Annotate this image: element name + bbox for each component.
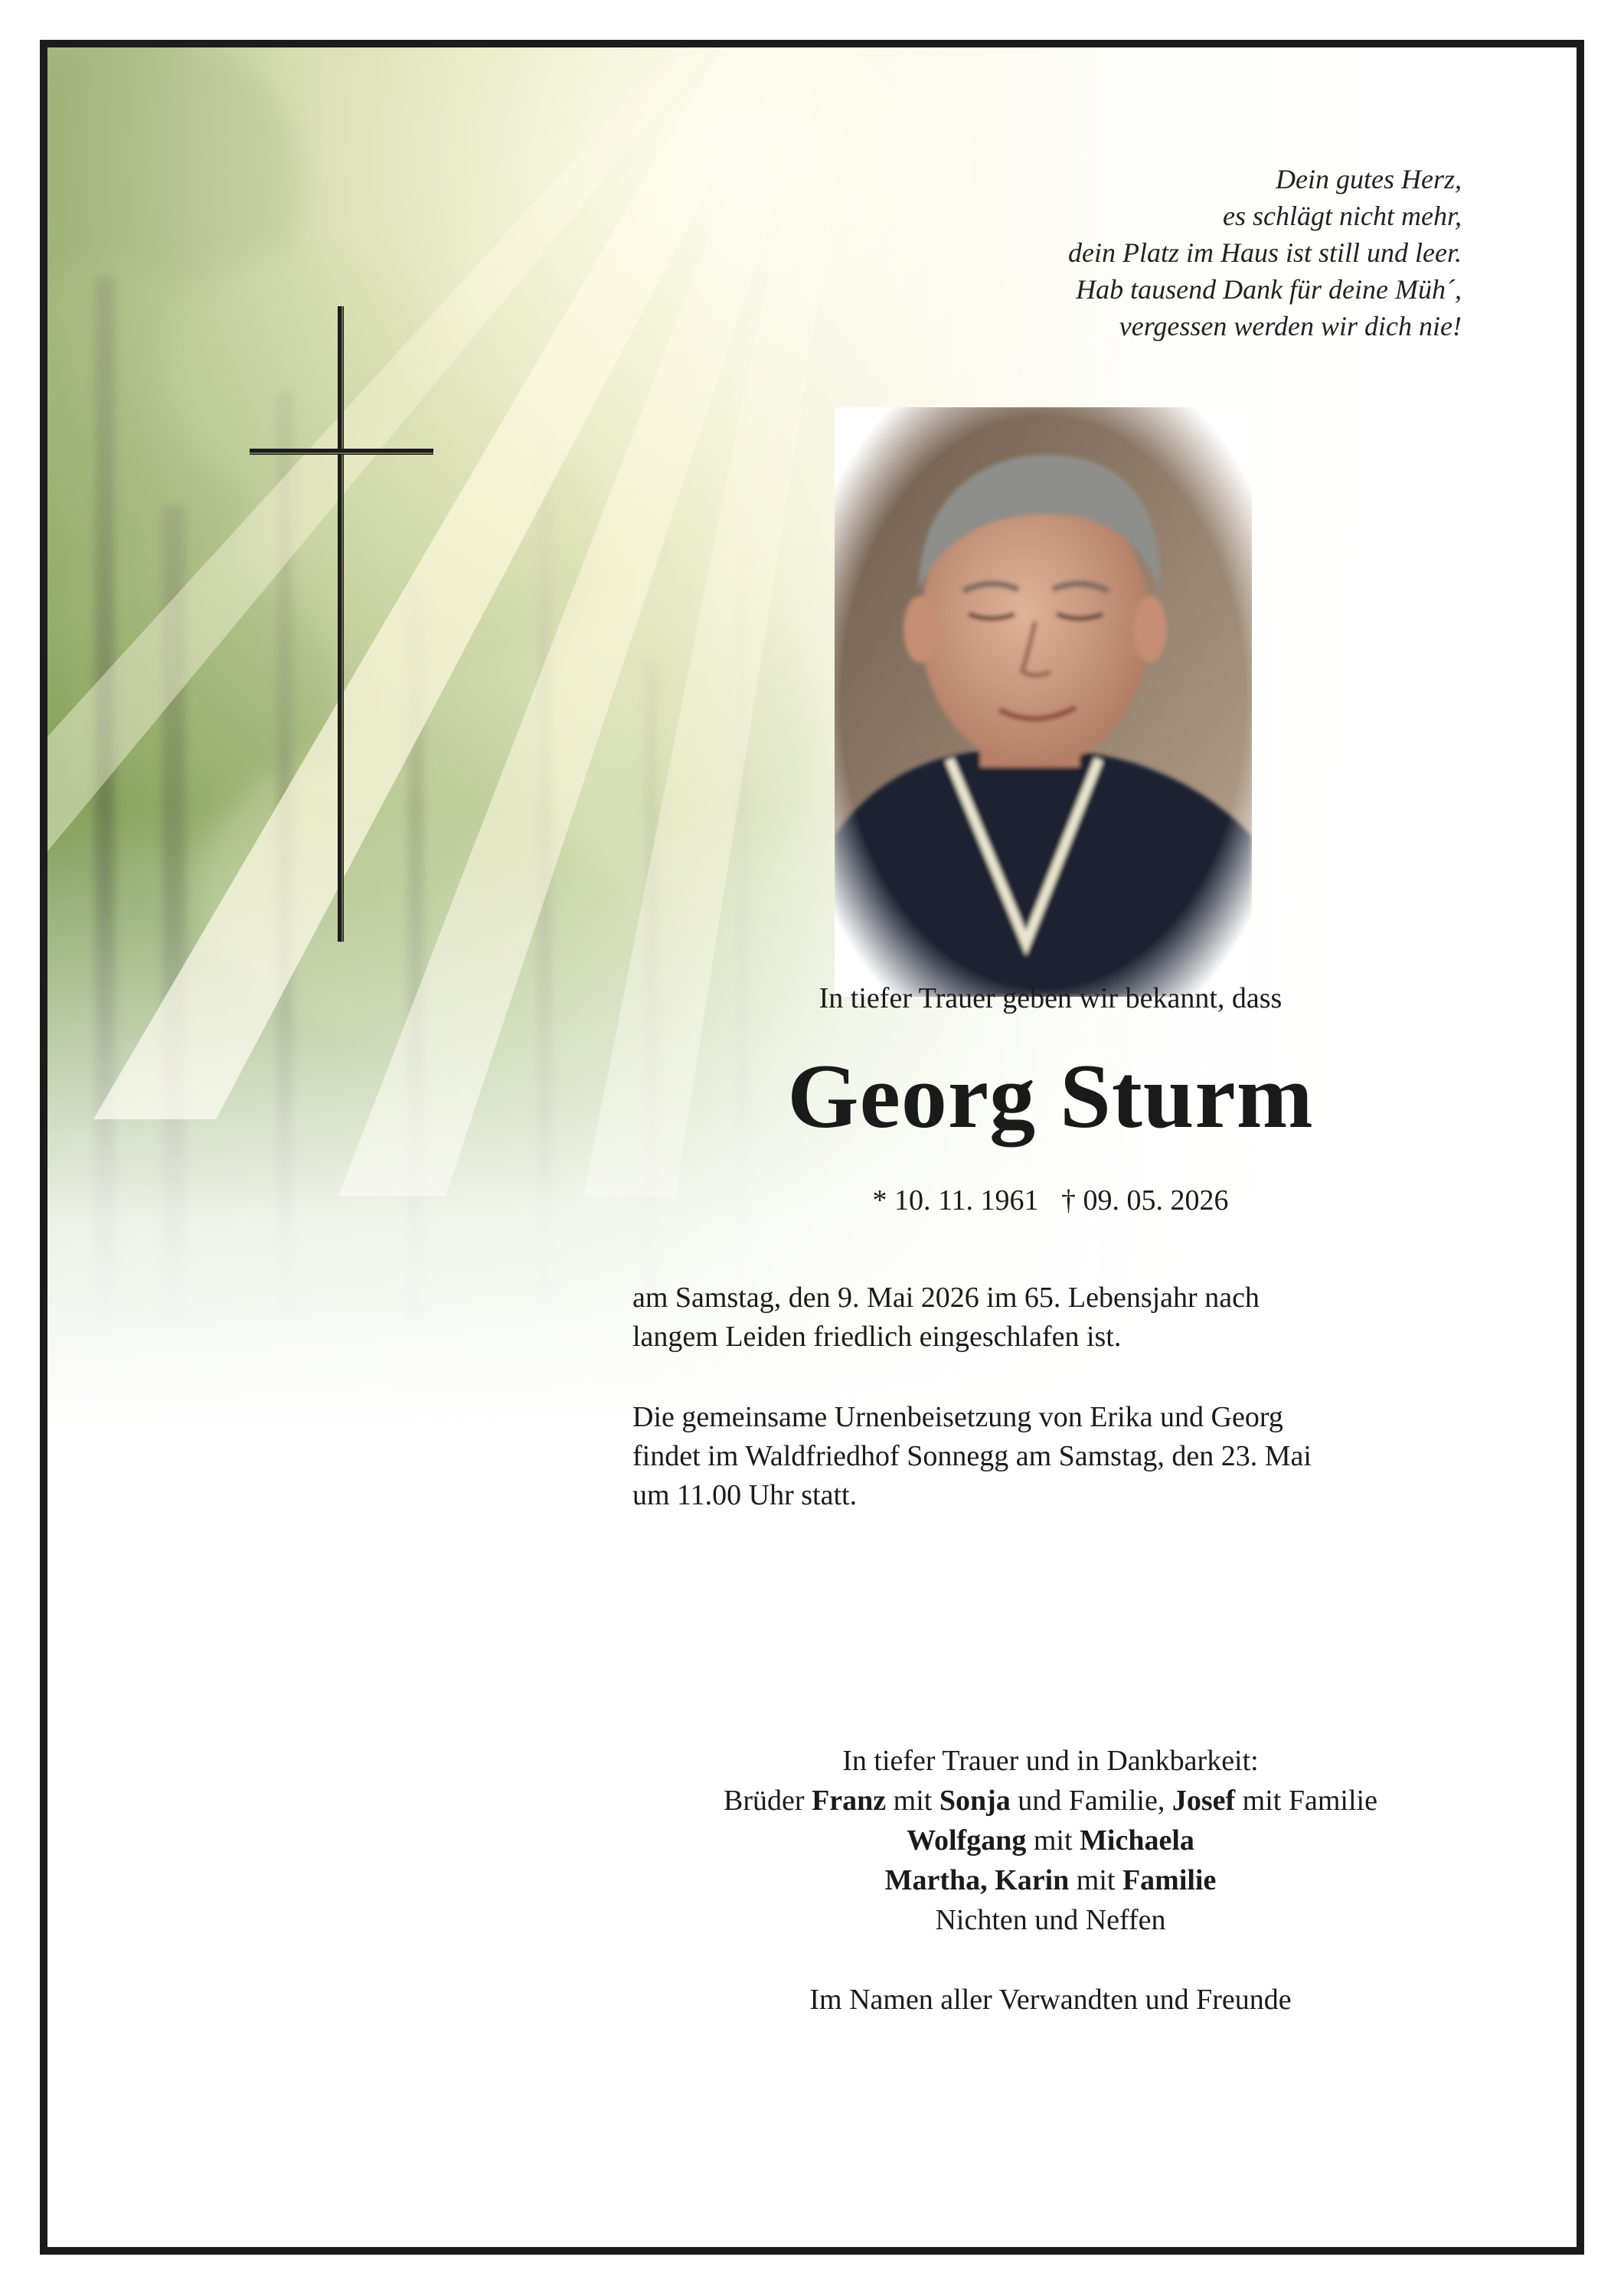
announcement-intro: In tiefer Trauer geben wir bekannt, dass — [819, 982, 1283, 1014]
text-segment: mit — [886, 1785, 939, 1817]
obituary-frame — [40, 40, 1584, 2255]
mourner-name: Josef — [1171, 1785, 1236, 1817]
text-segment: mit Familie — [1235, 1785, 1377, 1817]
death-notice-paragraph — [632, 1279, 1406, 1357]
paragraph-line: am Samstag, den 9. Mai 2026 im 65. Lebensjahr nach — [632, 1282, 1260, 1314]
paragraph-line: Die gemeinsame Urnenbeisetzung von Erika und Georg — [632, 1401, 1283, 1433]
mourners-list — [629, 1741, 1472, 1940]
deceased-name: Georg Sturm — [787, 1045, 1314, 1147]
mourner-name: Martha, Karin — [884, 1864, 1070, 1896]
text-segment: mit — [1069, 1864, 1122, 1896]
mourner-name: Michaela — [1080, 1824, 1194, 1857]
mourner-name: Wolfgang — [907, 1824, 1027, 1857]
poem-line: Dein gutes Herz, — [1276, 164, 1462, 194]
text-segment: Brüder — [724, 1785, 812, 1817]
paragraph-line: um 11.00 Uhr statt. — [632, 1479, 858, 1511]
mourners-heading: In tiefer Trauer und in Dankbarkeit: — [842, 1745, 1259, 1777]
burial-details-paragraph — [632, 1398, 1406, 1515]
mourners-line-nieces: Nichten und Neffen — [935, 1904, 1166, 1936]
life-dates — [629, 1182, 1472, 1219]
mourners-line-wolfgang — [629, 1821, 1472, 1860]
mourner-name: Sonja — [939, 1785, 1011, 1817]
mourners-line-brothers — [629, 1781, 1472, 1821]
poem-line: vergessen werden wir dich nie! — [1119, 311, 1462, 341]
mourner-name: Franz — [812, 1785, 887, 1817]
poem-line: dein Platz im Haus ist still und leer. — [1067, 237, 1462, 268]
poem-line: Hab tausend Dank für deine Müh´, — [1076, 274, 1462, 305]
text-segment: mit — [1026, 1824, 1080, 1857]
mourners-line-martha — [629, 1860, 1472, 1900]
death-date: † 09. 05. 2026 — [1061, 1184, 1229, 1217]
text-segment: und Familie, — [1010, 1785, 1172, 1817]
birth-date: * 10. 11. 1961 — [872, 1184, 1039, 1217]
poem-line: es schlägt nicht mehr, — [1223, 201, 1462, 231]
latin-cross-icon — [250, 306, 433, 942]
mourner-name: Familie — [1122, 1864, 1217, 1896]
portrait-photo — [835, 407, 1252, 997]
memorial-poem — [926, 161, 1462, 345]
closing-line: Im Namen aller Verwandten und Freunde — [809, 1984, 1292, 2016]
paragraph-line: findet im Waldfriedhof Sonnegg am Samstag, den 23. Mai — [632, 1440, 1312, 1472]
paragraph-line: langem Leiden friedlich eingeschlafen ist. — [632, 1321, 1122, 1353]
